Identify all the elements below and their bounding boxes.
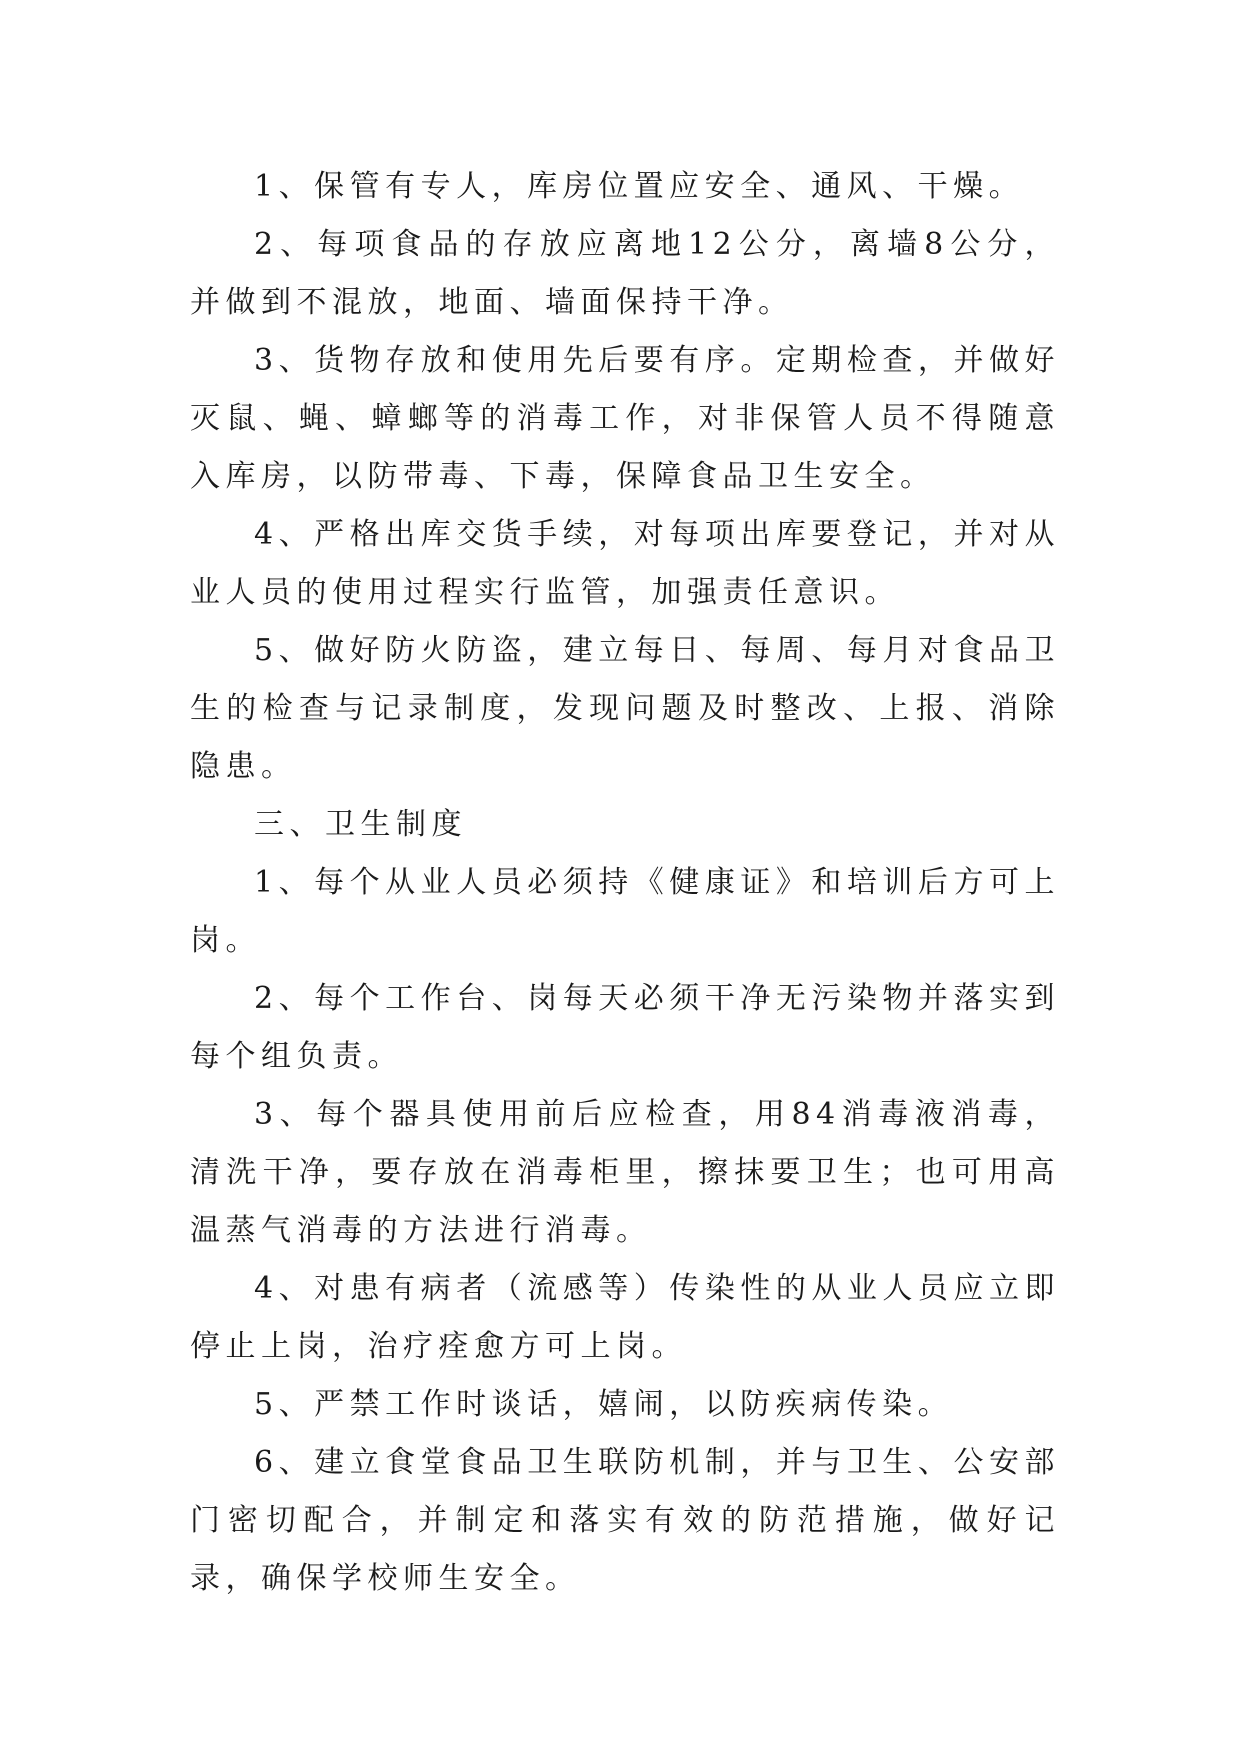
hygiene-rule-3: 3、每个器具使用前后应检查，用84消毒液消毒，清洗干净，要存放在消毒柜里，擦抹要卫生；也可用高温蒸气消毒的方法进行消毒。 <box>190 1097 1060 1248</box>
document-body <box>190 158 1060 1608</box>
hygiene-rule-2: 2、每个工作台、岗每天必须干净无污染物并落实到每个组负责。 <box>190 981 1060 1074</box>
hygiene-rule-1: 1、每个从业人员必须持《健康证》和培训后方可上岗。 <box>190 865 1060 958</box>
hygiene-rule-6: 6、建立食堂食品卫生联防机制，并与卫生、公安部门密切配合，并制定和落实有效的防范措施，做好记录，确保学校师生安全。 <box>190 1445 1060 1596</box>
storage-rule-2: 2、每项食品的存放应离地12公分，离墙8公分，并做到不混放，地面、墙面保持干净。 <box>190 227 1060 320</box>
storage-rule-3: 3、货物存放和使用先后要有序。定期检查，并做好灭鼠、蝇、蟑螂等的消毒工作，对非保管人员不得随意入库房，以防带毒、下毒，保障食品卫生安全。 <box>190 343 1060 494</box>
storage-rule-4: 4、严格出库交货手续，对每项出库要登记，并对从业人员的使用过程实行监管，加强责任意识。 <box>190 517 1060 610</box>
hygiene-rule-5: 5、严禁工作时谈话，嬉闹，以防疾病传染。 <box>254 1387 954 1422</box>
section-heading-hygiene: 三、卫生制度 <box>254 807 467 842</box>
hygiene-rule-4: 4、对患有病者（流感等）传染性的从业人员应立即停止上岗，治疗痊愈方可上岗。 <box>190 1271 1060 1364</box>
storage-rule-5: 5、做好防火防盗，建立每日、每周、每月对食品卫生的检查与记录制度，发现问题及时整改、上报、消除隐患。 <box>190 633 1060 784</box>
storage-rule-1: 1、保管有专人，库房位置应安全、通风、干燥。 <box>254 169 1025 204</box>
